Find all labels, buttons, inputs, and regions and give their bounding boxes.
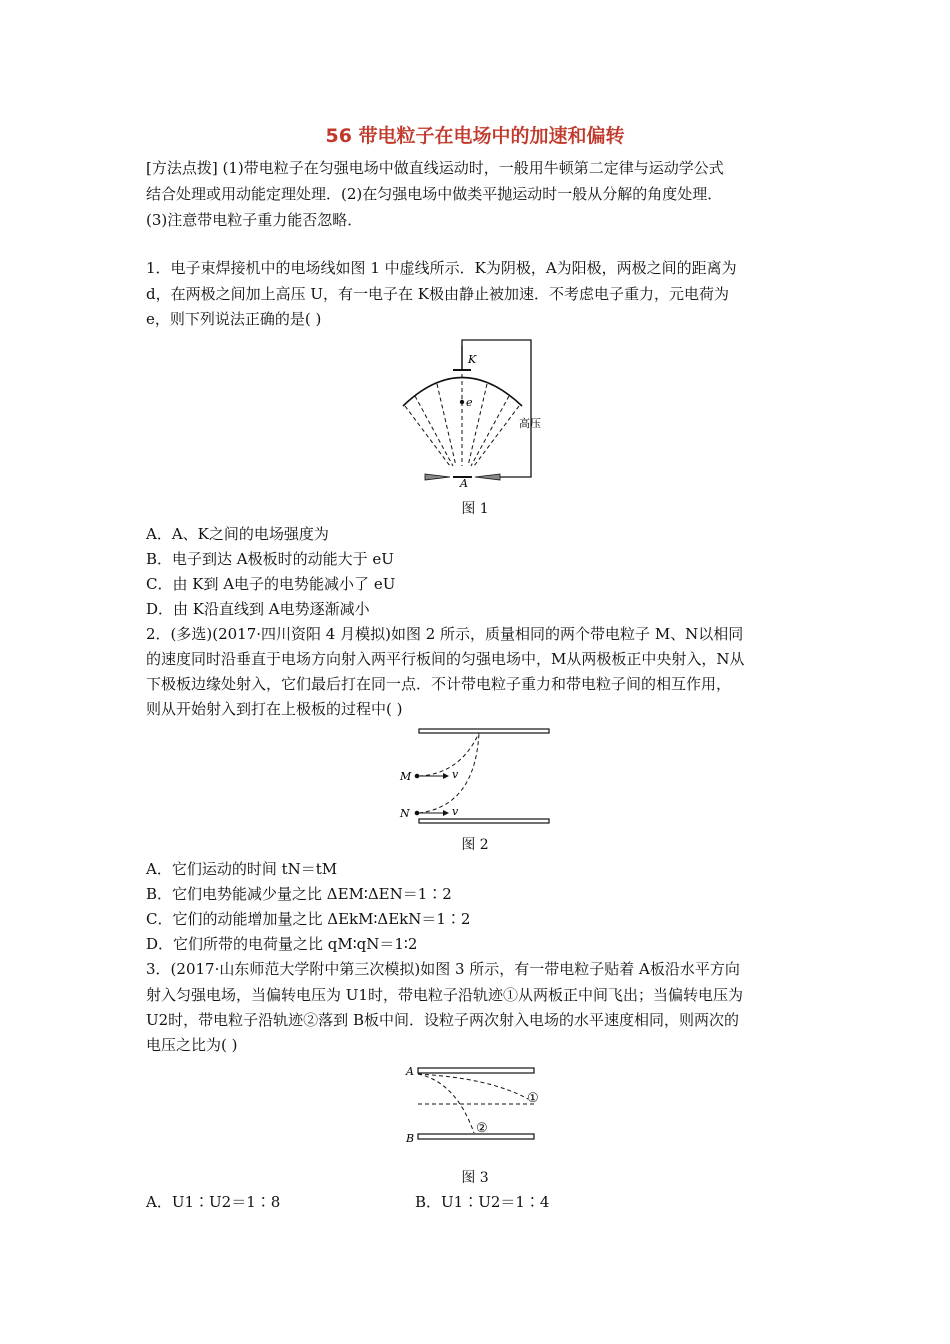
method-tip-line-3: (3)注意带电粒子重力能否忽略．	[146, 211, 363, 229]
q1-option-a: A．A、K之间的电场强度为	[146, 525, 329, 543]
fig2-label-v-n: v	[452, 805, 459, 818]
fig1-label-e: e	[466, 396, 473, 409]
q3-option-b: B．U1∶U2＝1∶4	[415, 1193, 550, 1211]
q2-option-b: B．它们电势能减少量之比 ΔEM∶ΔEN＝1∶2	[146, 885, 452, 903]
page-title: 56 带电粒子在电场中的加速和偏转	[325, 125, 625, 147]
q1-option-b: B．电子到达 A极板时的动能大于 eU	[146, 550, 394, 568]
fig1-label-k: K	[468, 353, 477, 366]
q3-stem-line-2: 射入匀强电场，当偏转电压为 U1时，带电粒子沿轨迹①从两板正中间飞出；当偏转电压为	[146, 986, 743, 1004]
fig2-label-v-m: v	[452, 768, 459, 781]
figure-3-caption: 图 3	[461, 1170, 489, 1186]
fig1-label-a: A	[460, 477, 468, 490]
q1-option-c: C．由 K到 A电子的电势能减小了 eU	[146, 575, 396, 593]
method-tip-line-2: 结合处理或用动能定理处理．(2)在匀强电场中做类平抛运动时一般从分解的角度处理．	[146, 185, 723, 203]
q1-option-d: D．由 K沿直线到 A电势逐渐减小	[146, 600, 370, 618]
q2-option-a: A．它们运动的时间 tN＝tM	[146, 860, 338, 878]
q1-stem-line-1: 1．电子束焊接机中的电场线如图 1 中虚线所示．K为阴极，A为阳极，两极之间的距离为	[146, 259, 737, 277]
figure-1-caption: 图 1	[461, 501, 489, 517]
fig3-label-path-2: ②	[476, 1121, 488, 1136]
q2-stem-line-4: 则从开始射入到打在上极板的过程中( )	[146, 700, 403, 718]
fig2-label-n: N	[400, 807, 410, 820]
q1-stem-line-2: d，在两极之间加上高压 U，有一电子在 K极由静止被加速．不考虑电子重力，元电荷为	[146, 285, 729, 303]
q2-stem-line-1: 2．(多选)(2017·四川资阳 4 月模拟)如图 2 所示，质量相同的两个带电粒子 M、N以相同	[146, 625, 744, 643]
fig1-label-high-voltage: 高压	[519, 417, 541, 430]
fig3-label-path-1: ①	[527, 1091, 539, 1106]
method-tip-line-1: [方法点拨] (1)带电粒子在匀强电场中做直线运动时，一般用牛顿第二定律与运动学公式	[146, 159, 724, 177]
q2-option-c: C．它们的动能增加量之比 ΔEkM∶ΔEkN＝1∶2	[146, 910, 471, 928]
figure-2-caption: 图 2	[461, 837, 489, 853]
q3-stem-line-1: 3．(2017·山东师范大学附中第三次模拟)如图 3 所示，有一带电粒子贴着 A板沿水平方向	[146, 960, 740, 978]
fig2-label-m: M	[400, 770, 412, 783]
q2-stem-line-2: 的速度同时沿垂直于电场方向射入两平行板间的匀强电场中，M从两极板正中央射入，N从	[146, 650, 745, 668]
q3-stem-line-3: U2时，带电粒子沿轨迹②落到 B板中间．设粒子两次射入电场的水平速度相同，则两次的	[146, 1011, 739, 1029]
q2-stem-line-3: 下极板边缘处射入，它们最后打在同一点．不计带电粒子重力和带电粒子间的相互作用，	[146, 675, 732, 693]
fig3-label-a: A	[406, 1065, 414, 1078]
figure-2-diagram	[395, 726, 555, 828]
q2-option-d: D．它们所带的电荷量之比 qM∶qN＝1∶2	[146, 935, 418, 953]
q1-stem-line-3: e，则下列说法正确的是( )	[146, 310, 322, 328]
q3-stem-line-4: 电压之比为( )	[146, 1036, 238, 1054]
figure-3-diagram	[400, 1062, 550, 1150]
q3-option-a: A．U1∶U2＝1∶8	[146, 1193, 281, 1211]
figure-1-diagram	[395, 334, 545, 490]
fig3-label-b: B	[406, 1132, 415, 1145]
